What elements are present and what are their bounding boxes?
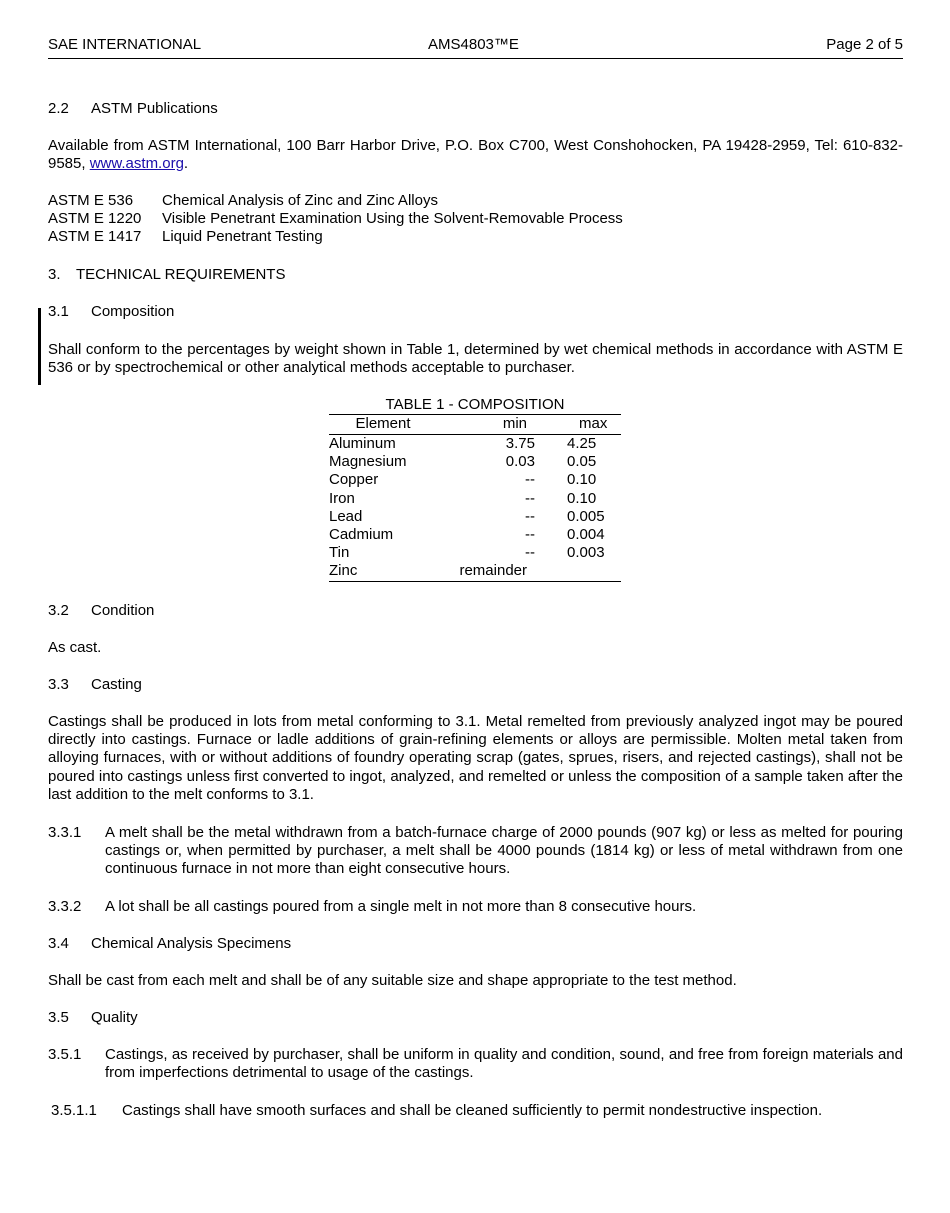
- cell-max: 0.003: [567, 544, 605, 562]
- cell-min: --: [525, 489, 535, 507]
- composition-table: [329, 396, 621, 582]
- cell-min: remainder: [459, 562, 527, 580]
- section-3-4-heading: 3.4 Chemical Analysis Specimens: [48, 935, 292, 952]
- page-header: [48, 36, 903, 59]
- section-3-3-2: 3.3.2 A lot shall be all castings poured from a single melt in not more than 8 consecutive hours.: [48, 898, 697, 915]
- cell-max: 0.05: [567, 453, 597, 471]
- section-3-1-heading: 3.1 Composition: [48, 303, 175, 320]
- cell-max: 0.10: [567, 471, 597, 489]
- cell-element: Tin: [329, 544, 350, 562]
- cell-element: Copper: [329, 471, 379, 489]
- table-body: [329, 435, 621, 582]
- header-page-number: Page 2 of 5: [826, 36, 903, 53]
- section-3-4-text: Shall be cast from each melt and shall be of any suitable size and shape appropriate to the test method.: [48, 972, 737, 989]
- table-row: [329, 544, 621, 562]
- section-2-2-heading: 2.2 ASTM Publications: [48, 100, 218, 117]
- cell-element: Lead: [329, 507, 363, 525]
- cell-element: Iron: [329, 489, 355, 507]
- cell-element: Cadmium: [329, 525, 394, 543]
- cell-max: 0.005: [567, 507, 605, 525]
- section-3-1-text: Shall conform to the percentages by weight shown in Table 1, determined by wet chemical methods in accordance with ASTM E 536 or by spectrochemical or other analytical methods acceptable to purchaser.: [48, 341, 903, 377]
- header-element: Element: [355, 415, 411, 432]
- section-3-5-1: 3.5.1 Castings, as received by purchaser, shall be uniform in quality and condition, sound, and free from foreign materials and from imperfections detrimental to usage of the castings.: [48, 1046, 903, 1082]
- table-row: [329, 508, 621, 526]
- cell-min: --: [525, 507, 535, 525]
- cell-max: 0.10: [567, 489, 597, 507]
- cell-min: --: [525, 544, 535, 562]
- table-row: [329, 453, 621, 471]
- table-row: [329, 562, 621, 580]
- cell-element: Magnesium: [329, 453, 407, 471]
- header-doc-id: AMS4803™E: [428, 36, 519, 53]
- reference-row: ASTM E 1417 Liquid Penetrant Testing: [48, 228, 323, 246]
- cell-max: 4.25: [567, 435, 597, 452]
- cell-min: --: [525, 525, 535, 543]
- reference-row: ASTM E 1220 Visible Penetrant Examination Using the Solvent-Removable Process: [48, 210, 623, 228]
- section-3-2-heading: 3.2 Condition: [48, 602, 155, 619]
- header-org: SAE INTERNATIONAL: [48, 36, 202, 53]
- cell-min: --: [525, 471, 535, 489]
- section-2-2-availability: Available from ASTM International, 100 Barr Harbor Drive, P.O. Box C700, West Conshohocken, PA 19428-2959, Tel: 610-832-9585, www.astm.org.: [48, 137, 903, 173]
- table-row: [329, 526, 621, 544]
- cell-min: 3.75: [505, 435, 535, 452]
- section-3-heading: 3. TECHNICAL REQUIREMENTS: [48, 266, 286, 283]
- reference-row: ASTM E 536 Chemical Analysis of Zinc and Zinc Alloys: [48, 192, 438, 209]
- astm-website-link[interactable]: www.astm.org: [89, 155, 184, 173]
- table-title: TABLE 1 - COMPOSITION: [329, 396, 621, 415]
- section-3-5-1-1: 3.5.1.1 Castings shall have smooth surfaces and shall be cleaned sufficiently to permit nondestructive inspection.: [51, 1102, 823, 1119]
- astm-reference-list: [48, 192, 903, 247]
- section-3-3-heading: 3.3 Casting: [48, 676, 142, 693]
- table-row: [329, 435, 621, 453]
- section-3-5-heading: 3.5 Quality: [48, 1009, 138, 1026]
- table-row: [329, 490, 621, 508]
- cell-max: 0.004: [567, 525, 605, 543]
- cell-element: Aluminum: [329, 435, 396, 452]
- cell-max: [535, 562, 621, 580]
- cell-min: 0.03: [505, 453, 535, 471]
- section-3-2-text: As cast.: [48, 639, 102, 656]
- header-max: max: [579, 415, 608, 432]
- section-3-3-text: Castings shall be produced in lots from metal conforming to 3.1. Metal remelted from previously analyzed ingot may be poured directly into castings. Furnace or ladle additions of grain-refining elements or alloys are permissible. Molten metal taken from alloying furnaces, with or without additions of foundry operating scrap (gates, sprues, risers, and rejected castings), shall not be poured into castings unless first converted to ingot, analyzed, and remelted or unless the composition of a sample taken after the last addition to the melt conforms to 3.1.: [48, 713, 903, 803]
- table-row: [329, 471, 621, 489]
- section-3-3-1: 3.3.1 A melt shall be the metal withdrawn from a batch-furnace charge of 2000 pounds (907 kg) or less as melted for pouring castings or, when permitted by purchaser, a melt shall be 4000 pounds (1814 kg) or less of metal withdrawn from one continuous furnace in not more than eight consecutive hours.: [48, 824, 903, 878]
- header-min: min: [502, 415, 527, 432]
- table-header-row: [329, 415, 621, 435]
- revision-change-bar: [38, 308, 41, 385]
- cell-element: Zinc: [329, 562, 358, 580]
